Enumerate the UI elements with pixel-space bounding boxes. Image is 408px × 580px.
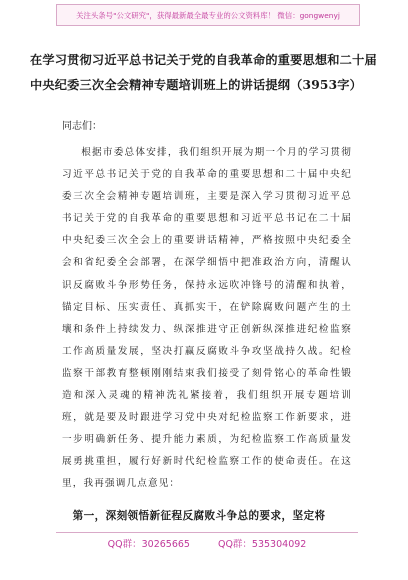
footer-qq-group-1: QQ群：30265665 — [107, 539, 190, 550]
footer — [56, 532, 358, 550]
document-title: 在学习贯彻习近平总书记关于党的自我革命的重要思想和二十届中央纪委三次全会精神专题培训班上的讲话提纲（3953字） — [30, 53, 377, 92]
salutation: 同志们： — [62, 121, 102, 132]
header-banner: 关注头条号"公文研究"，获得最新最全最专业的公文资料库！ 微信：gongwenyj — [56, 4, 360, 26]
section-heading: 第一，深刻领悟新征程反腐败斗争总的要求，坚定将 — [72, 510, 326, 522]
body-paragraph: 根据市委总体安排，我们组织开展为期一个月的学习贯彻习近平总书记关于党的自我革命的重要思想和二十届中央纪委三次全会精神专题培训班，主要是深入学习贯彻习近平总书记关于党的自我革命的重要思想和习近平总书记在二十届中央纪委三次全会上的重要讲话精神，严格按照中央纪委全会和省纪委全会部署，在深学细悟中把准政治方向，清醒认识反腐败斗争形势任务，保持永远吹冲锋号的清醒和执着，锚定目标、压实责任、真抓实干，在铲除腐败问题产生的土壤和条件上持续发力、纵深推进守正创新纵深推进纪检监察工作高质量发展，坚决打赢反腐败斗争攻坚战持久战。纪检监察干部教育整顿刚刚结束我们接受了刻骨铭心的革命性锻造和深入灵魂的精神洗礼紧接着，我们组织开展专题培训班，就是要及时跟进学习党中央对纪检监察工作新要求，进一步明确新任务、提升能力素质，为纪检监察工作高质量发展勇挑重担，履行好新时代纪检监察工作的使命责任。在这里，我再强调几点意见： — [62, 147, 352, 490]
footer-qq-group-2: QQ群：535304092 — [217, 539, 307, 550]
